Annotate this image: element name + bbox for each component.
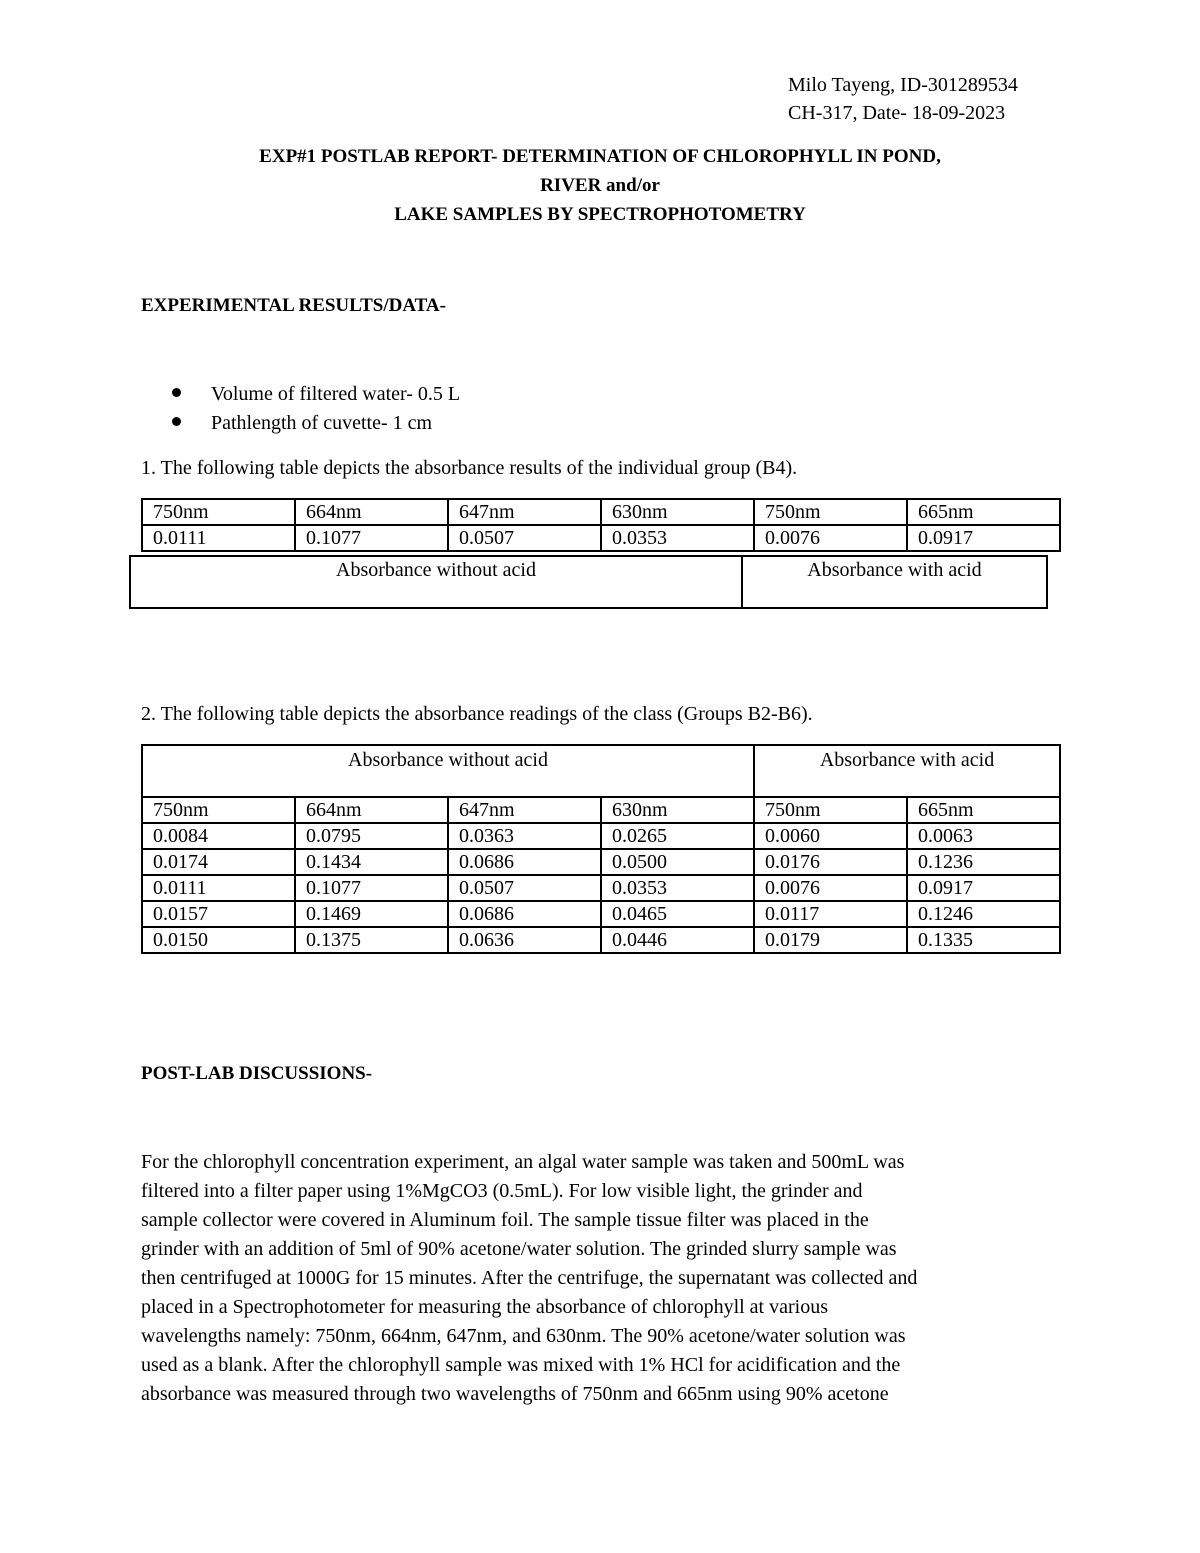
table-cell: 665nm	[907, 499, 1060, 525]
table-cell: 0.0507	[448, 525, 601, 551]
table-cell: 0.1375	[295, 927, 448, 953]
table-row	[142, 525, 1060, 551]
discussion-heading: POST-LAB DISCUSSIONS-	[141, 1063, 373, 1084]
table-cell: 0.0111	[142, 525, 295, 551]
column-header: 750nm	[754, 797, 907, 823]
table-cell: 630nm	[601, 499, 754, 525]
bullet-icon	[172, 388, 181, 397]
table-cell: 750nm	[754, 499, 907, 525]
table-cell: 0.0111	[142, 875, 295, 901]
table-cell: 0.0076	[754, 525, 907, 551]
paragraph-line: placed in a Spectrophotometer for measuring the absorbance of chlorophyll at various	[141, 1296, 828, 1318]
table-cell: 0.0353	[601, 525, 754, 551]
bullet-text: Pathlength of cuvette- 1 cm	[211, 412, 433, 434]
table1-group-with-acid: Absorbance with acid	[741, 555, 1048, 609]
table1-caption: 1. The following table depicts the absorbance results of the individual group (B4).	[141, 457, 798, 479]
table-cell: 0.0117	[754, 901, 907, 927]
table-cell: 0.0176	[754, 849, 907, 875]
table-cell: 0.0060	[754, 823, 907, 849]
table-cell: 0.0446	[601, 927, 754, 953]
table-cell: 0.1335	[907, 927, 1060, 953]
course-date-line: CH-317, Date- 18-09-2023	[788, 102, 1006, 124]
column-header: 750nm	[142, 797, 295, 823]
table-cell: 0.0917	[907, 875, 1060, 901]
paragraph-line: For the chlorophyll concentration experiment, an algal water sample was taken and 500mL was	[141, 1151, 905, 1173]
table-row	[142, 499, 1060, 525]
table-cell: 0.0363	[448, 823, 601, 849]
table-cell: 664nm	[295, 499, 448, 525]
table-cell: 0.1236	[907, 849, 1060, 875]
table-row	[142, 901, 1060, 927]
table-cell: 0.1077	[295, 875, 448, 901]
table-cell: 0.1246	[907, 901, 1060, 927]
bullet-text: Volume of filtered water- 0.5 L	[211, 383, 461, 405]
table-cell: 0.0500	[601, 849, 754, 875]
paragraph-line: filtered into a filter paper using 1%MgCO3 (0.5mL). For low visible light, the grinder and	[141, 1180, 863, 1202]
column-header: 664nm	[295, 797, 448, 823]
table-cell: 0.0353	[601, 875, 754, 901]
table-cell: 0.0465	[601, 901, 754, 927]
table-cell: 0.0265	[601, 823, 754, 849]
table-row	[142, 875, 1060, 901]
table2-data	[141, 744, 1061, 954]
table-row	[142, 849, 1060, 875]
table-cell: 0.0084	[142, 823, 295, 849]
bullet-icon	[172, 417, 181, 426]
table2-group-without-acid: Absorbance without acid	[142, 745, 754, 797]
table-row	[142, 927, 1060, 953]
table-header-row	[142, 797, 1060, 823]
paragraph-line: wavelengths namely: 750nm, 664nm, 647nm, and 630nm. The 90% acetone/water solution was	[141, 1325, 906, 1347]
table-row	[142, 823, 1060, 849]
table2-caption: 2. The following table depicts the absorbance readings of the class (Groups B2-B6).	[141, 703, 813, 725]
table1-group-without-acid: Absorbance without acid	[129, 555, 743, 609]
table-cell: 0.0076	[754, 875, 907, 901]
column-header: 630nm	[601, 797, 754, 823]
table-cell: 0.0636	[448, 927, 601, 953]
table-cell: 0.0507	[448, 875, 601, 901]
table-cell: 750nm	[142, 499, 295, 525]
table2-group-with-acid: Absorbance with acid	[754, 745, 1060, 797]
bullet-item	[172, 383, 460, 406]
table-cell: 0.0150	[142, 927, 295, 953]
table-cell: 0.0179	[754, 927, 907, 953]
discussion-paragraph	[141, 1148, 1071, 1409]
results-heading: EXPERIMENTAL RESULTS/DATA-	[141, 295, 446, 316]
table-cell: 0.1469	[295, 901, 448, 927]
table-cell: 0.0174	[142, 849, 295, 875]
table-cell: 0.0063	[907, 823, 1060, 849]
table-cell: 0.0686	[448, 901, 601, 927]
table-cell: 0.0157	[142, 901, 295, 927]
report-title-line-3: LAKE SAMPLES BY SPECTROPHOTOMETRY	[394, 204, 806, 225]
table-cell: 0.0917	[907, 525, 1060, 551]
report-title-line-2: RIVER and/or	[540, 175, 660, 196]
paragraph-line: absorbance was measured through two wavelengths of 750nm and 665nm using 90% acetone	[141, 1383, 889, 1405]
report-title-line-1: EXP#1 POSTLAB REPORT- DETERMINATION OF CHLOROPHYLL IN POND,	[259, 146, 941, 167]
paragraph-line: grinder with an addition of 5ml of 90% acetone/water solution. The grinded slurry sample was	[141, 1238, 897, 1260]
table-group-header-row	[142, 745, 1060, 797]
paragraph-line: used as a blank. After the chlorophyll sample was mixed with 1% HCl for acidification and the	[141, 1354, 901, 1376]
author-line: Milo Tayeng, ID-301289534	[788, 74, 1018, 96]
table-cell: 0.1434	[295, 849, 448, 875]
paragraph-line: sample collector were covered in Aluminum foil. The sample tissue filter was placed in the	[141, 1209, 869, 1231]
bullet-item	[172, 412, 432, 435]
table-cell: 0.0795	[295, 823, 448, 849]
table-cell: 647nm	[448, 499, 601, 525]
table-cell: 0.1077	[295, 525, 448, 551]
table-cell: 0.0686	[448, 849, 601, 875]
column-header: 647nm	[448, 797, 601, 823]
table1-data	[141, 498, 1061, 552]
column-header: 665nm	[907, 797, 1060, 823]
paragraph-line: then centrifuged at 1000G for 15 minutes. After the centrifuge, the supernatant was collected and	[141, 1267, 918, 1289]
